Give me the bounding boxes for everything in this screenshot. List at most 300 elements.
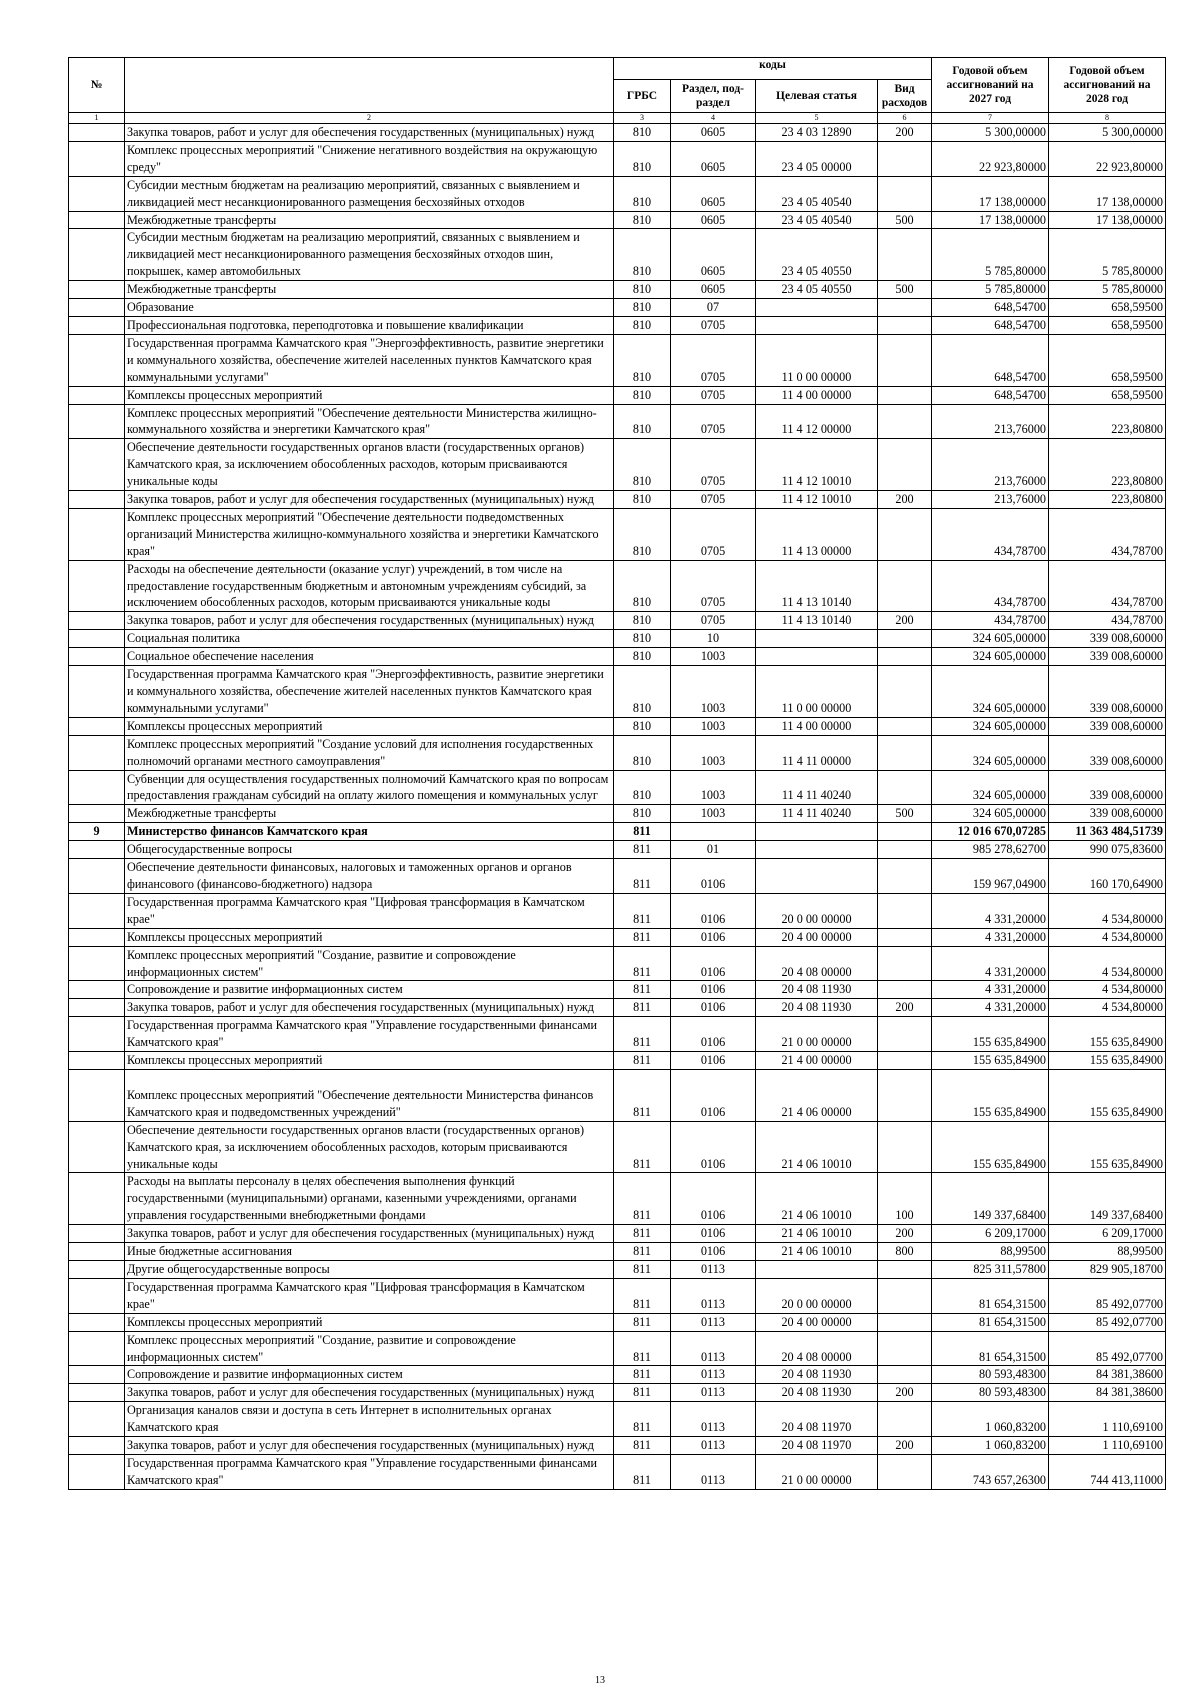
row-celevaya: 23 4 05 00000 [756, 141, 878, 176]
header-codes: коды [614, 58, 932, 80]
row-grbs: 810 [614, 439, 671, 491]
header-year-2027: Годовой объем ассигнований на 2027 год [932, 58, 1049, 113]
row-grbs: 810 [614, 770, 671, 805]
row-grbs: 811 [614, 823, 671, 841]
row-celevaya: 11 4 12 10010 [756, 491, 878, 509]
row-celevaya [756, 316, 878, 334]
row-razdel: 0106 [671, 1052, 756, 1070]
row-vid [878, 1331, 932, 1366]
row-grbs: 811 [614, 1437, 671, 1455]
row-amount-2028: 223,80800 [1049, 439, 1166, 491]
table-row [69, 841, 1166, 859]
row-razdel: 0106 [671, 928, 756, 946]
row-grbs: 811 [614, 981, 671, 999]
row-name: Межбюджетные трансферты [125, 211, 614, 229]
row-grbs: 810 [614, 508, 671, 560]
row-vid [878, 334, 932, 386]
row-name: Субвенции для осуществления государственных полномочий Камчатского края по вопросам предоставления гражданам субсидий на оплату жилого помещения и коммунальных услуг [125, 770, 614, 805]
row-amount-2028: 155 635,84900 [1049, 1121, 1166, 1173]
table-row [69, 1243, 1166, 1261]
row-grbs: 810 [614, 404, 671, 439]
row-amount-2027: 648,54700 [932, 334, 1049, 386]
row-amount-2028: 149 337,68400 [1049, 1173, 1166, 1225]
table-row [69, 981, 1166, 999]
row-celevaya [756, 823, 878, 841]
row-grbs: 811 [614, 1261, 671, 1279]
row-amount-2027: 80 593,48300 [932, 1384, 1049, 1402]
table-body [69, 124, 1166, 1490]
header-num: № [69, 58, 125, 113]
row-number [69, 841, 125, 859]
row-amount-2027: 4 331,20000 [932, 893, 1049, 928]
row-vid [878, 176, 932, 211]
row-amount-2027: 213,76000 [932, 491, 1049, 509]
row-amount-2027: 17 138,00000 [932, 211, 1049, 229]
row-amount-2027: 4 331,20000 [932, 946, 1049, 981]
row-grbs: 810 [614, 666, 671, 718]
row-vid: 200 [878, 999, 932, 1017]
table-row [69, 770, 1166, 805]
row-name: Комплекс процессных мероприятий "Создание условий для исполнения государственных полномочий органами местного самоуправления" [125, 735, 614, 770]
row-razdel: 0106 [671, 859, 756, 894]
row-celevaya: 20 4 08 11930 [756, 981, 878, 999]
row-grbs: 810 [614, 299, 671, 317]
row-vid [878, 1313, 932, 1331]
row-number [69, 1052, 125, 1070]
row-number [69, 281, 125, 299]
row-amount-2027: 985 278,62700 [932, 841, 1049, 859]
row-razdel: 0705 [671, 612, 756, 630]
header-grbs: ГРБС [614, 80, 671, 113]
row-amount-2028: 223,80800 [1049, 491, 1166, 509]
row-grbs: 811 [614, 1173, 671, 1225]
row-amount-2028: 339 008,60000 [1049, 630, 1166, 648]
row-grbs: 811 [614, 1225, 671, 1243]
row-amount-2027: 149 337,68400 [932, 1173, 1049, 1225]
row-celevaya: 21 4 06 10010 [756, 1225, 878, 1243]
row-grbs: 810 [614, 491, 671, 509]
row-amount-2027: 5 785,80000 [932, 281, 1049, 299]
table-row [69, 404, 1166, 439]
row-vid [878, 386, 932, 404]
row-number [69, 1454, 125, 1489]
row-celevaya: 20 4 08 11970 [756, 1402, 878, 1437]
row-name: Иные бюджетные ассигнования [125, 1243, 614, 1261]
row-name: Министерство финансов Камчатского края [125, 823, 614, 841]
row-number [69, 229, 125, 281]
row-celevaya: 20 4 08 11970 [756, 1437, 878, 1455]
row-vid [878, 946, 932, 981]
row-amount-2028: 434,78700 [1049, 560, 1166, 612]
row-amount-2027: 5 785,80000 [932, 229, 1049, 281]
row-grbs: 810 [614, 630, 671, 648]
row-vid [878, 893, 932, 928]
header-razdel: Раздел, под-раздел [671, 80, 756, 113]
row-razdel: 0113 [671, 1278, 756, 1313]
row-vid: 200 [878, 124, 932, 142]
row-number [69, 334, 125, 386]
row-name: Комплексы процессных мероприятий [125, 928, 614, 946]
row-razdel: 0106 [671, 1121, 756, 1173]
row-vid: 200 [878, 1437, 932, 1455]
row-razdel: 0106 [671, 1173, 756, 1225]
row-number [69, 981, 125, 999]
row-amount-2028: 658,59500 [1049, 334, 1166, 386]
row-razdel: 0705 [671, 334, 756, 386]
row-amount-2027: 81 654,31500 [932, 1278, 1049, 1313]
row-amount-2027: 159 967,04900 [932, 859, 1049, 894]
row-amount-2028: 339 008,60000 [1049, 735, 1166, 770]
row-name: Государственная программа Камчатского края "Управление государственными финансами Камчатского края" [125, 1017, 614, 1052]
row-vid [878, 1069, 932, 1121]
row-razdel: 0106 [671, 893, 756, 928]
row-celevaya: 21 4 06 10010 [756, 1173, 878, 1225]
row-vid [878, 1402, 932, 1437]
row-name: Сопровождение и развитие информационных систем [125, 981, 614, 999]
row-grbs: 811 [614, 1278, 671, 1313]
row-grbs: 810 [614, 176, 671, 211]
row-razdel: 01 [671, 841, 756, 859]
row-celevaya [756, 1261, 878, 1279]
row-amount-2028: 85 492,07700 [1049, 1313, 1166, 1331]
table-row [69, 893, 1166, 928]
table-row [69, 508, 1166, 560]
row-vid [878, 1278, 932, 1313]
row-name: Социальная политика [125, 630, 614, 648]
row-grbs: 810 [614, 124, 671, 142]
row-razdel: 0113 [671, 1384, 756, 1402]
row-name: Комплексы процессных мероприятий [125, 386, 614, 404]
row-vid [878, 928, 932, 946]
row-amount-2027: 648,54700 [932, 316, 1049, 334]
row-grbs: 811 [614, 1017, 671, 1052]
row-razdel: 0113 [671, 1313, 756, 1331]
row-name: Социальное обеспечение населения [125, 648, 614, 666]
row-vid [878, 560, 932, 612]
row-name: Комплексы процессных мероприятий [125, 1313, 614, 1331]
row-razdel: 0106 [671, 1017, 756, 1052]
row-grbs: 811 [614, 999, 671, 1017]
row-razdel: 0106 [671, 981, 756, 999]
table-row [69, 1402, 1166, 1437]
row-number [69, 1225, 125, 1243]
row-celevaya: 21 4 06 10010 [756, 1121, 878, 1173]
table-row [69, 1017, 1166, 1052]
row-name: Сопровождение и развитие информационных систем [125, 1366, 614, 1384]
row-amount-2028: 990 075,83600 [1049, 841, 1166, 859]
row-amount-2028: 11 363 484,51739 [1049, 823, 1166, 841]
row-number [69, 1366, 125, 1384]
table-row [69, 176, 1166, 211]
row-amount-2027: 155 635,84900 [932, 1069, 1049, 1121]
row-celevaya: 23 4 05 40540 [756, 176, 878, 211]
row-razdel: 0106 [671, 1243, 756, 1261]
row-amount-2028: 339 008,60000 [1049, 805, 1166, 823]
row-razdel: 0113 [671, 1366, 756, 1384]
row-razdel: 1003 [671, 648, 756, 666]
row-grbs: 811 [614, 1069, 671, 1121]
row-amount-2028: 829 905,18700 [1049, 1261, 1166, 1279]
row-number [69, 1121, 125, 1173]
row-amount-2027: 155 635,84900 [932, 1121, 1049, 1173]
row-number [69, 1017, 125, 1052]
row-grbs: 810 [614, 717, 671, 735]
row-amount-2027: 4 331,20000 [932, 928, 1049, 946]
row-vid [878, 717, 932, 735]
row-celevaya: 21 0 00 00000 [756, 1454, 878, 1489]
row-number [69, 124, 125, 142]
row-amount-2028: 434,78700 [1049, 508, 1166, 560]
row-amount-2027: 743 657,26300 [932, 1454, 1049, 1489]
row-razdel: 1003 [671, 805, 756, 823]
row-razdel: 0705 [671, 439, 756, 491]
row-celevaya: 21 4 06 00000 [756, 1069, 878, 1121]
row-grbs: 811 [614, 1366, 671, 1384]
row-razdel: 0113 [671, 1454, 756, 1489]
row-name: Закупка товаров, работ и услуг для обеспечения государственных (муниципальных) нужд [125, 612, 614, 630]
row-grbs: 810 [614, 805, 671, 823]
table-row [69, 560, 1166, 612]
row-name: Государственная программа Камчатского края "Цифровая трансформация в Камчатском крае" [125, 893, 614, 928]
header-year-2028: Годовой объем ассигнований на 2028 год [1049, 58, 1166, 113]
row-amount-2028: 4 534,80000 [1049, 893, 1166, 928]
table-row [69, 946, 1166, 981]
row-number [69, 735, 125, 770]
row-amount-2028: 4 534,80000 [1049, 981, 1166, 999]
table-row [69, 859, 1166, 894]
row-number [69, 439, 125, 491]
row-razdel: 1003 [671, 770, 756, 805]
header-vid: Вид расходов [878, 80, 932, 113]
row-number [69, 1069, 125, 1121]
row-amount-2027: 434,78700 [932, 508, 1049, 560]
row-celevaya: 20 0 00 00000 [756, 1278, 878, 1313]
row-vid [878, 770, 932, 805]
row-celevaya: 23 4 03 12890 [756, 124, 878, 142]
row-vid [878, 859, 932, 894]
row-celevaya: 11 4 12 10010 [756, 439, 878, 491]
row-amount-2027: 213,76000 [932, 439, 1049, 491]
row-vid [878, 735, 932, 770]
table-row [69, 1261, 1166, 1279]
table-row [69, 229, 1166, 281]
row-grbs: 811 [614, 1454, 671, 1489]
row-grbs: 810 [614, 735, 671, 770]
row-number [69, 1313, 125, 1331]
table-row [69, 316, 1166, 334]
table-row [69, 491, 1166, 509]
row-number [69, 928, 125, 946]
row-name: Организация каналов связи и доступа в сеть Интернет в исполнительных органах Камчатского края [125, 1402, 614, 1437]
table-row [69, 1313, 1166, 1331]
row-number [69, 717, 125, 735]
row-vid: 500 [878, 281, 932, 299]
row-celevaya: 20 4 00 00000 [756, 928, 878, 946]
row-razdel: 0106 [671, 946, 756, 981]
row-amount-2027: 4 331,20000 [932, 999, 1049, 1017]
row-vid: 200 [878, 491, 932, 509]
row-amount-2028: 84 381,38600 [1049, 1366, 1166, 1384]
row-grbs: 810 [614, 386, 671, 404]
row-vid [878, 823, 932, 841]
row-razdel: 0106 [671, 1225, 756, 1243]
row-number [69, 316, 125, 334]
row-vid [878, 981, 932, 999]
table-row [69, 211, 1166, 229]
row-name: Государственная программа Камчатского края "Цифровая трансформация в Камчатском крае" [125, 1278, 614, 1313]
table-row [69, 1384, 1166, 1402]
row-amount-2027: 6 209,17000 [932, 1225, 1049, 1243]
row-name: Закупка товаров, работ и услуг для обеспечения государственных (муниципальных) нужд [125, 491, 614, 509]
row-number [69, 1261, 125, 1279]
table-row [69, 1331, 1166, 1366]
row-celevaya: 20 4 08 11930 [756, 1366, 878, 1384]
table-row [69, 805, 1166, 823]
row-celevaya: 11 4 13 10140 [756, 612, 878, 630]
row-number [69, 176, 125, 211]
row-amount-2027: 155 635,84900 [932, 1052, 1049, 1070]
table-row [69, 299, 1166, 317]
row-amount-2027: 825 311,57800 [932, 1261, 1049, 1279]
row-amount-2028: 160 170,64900 [1049, 859, 1166, 894]
row-number [69, 560, 125, 612]
row-celevaya: 11 4 13 10140 [756, 560, 878, 612]
row-name: Обеспечение деятельности финансовых, налоговых и таможенных органов и органов финансового (финансово-бюджетного) надзора [125, 859, 614, 894]
table-row [69, 386, 1166, 404]
row-number [69, 612, 125, 630]
row-amount-2027: 324 605,00000 [932, 735, 1049, 770]
table-row [69, 281, 1166, 299]
row-amount-2028: 1 110,69100 [1049, 1402, 1166, 1437]
row-celevaya: 11 4 11 40240 [756, 770, 878, 805]
row-celevaya: 21 4 00 00000 [756, 1052, 878, 1070]
row-name: Обеспечение деятельности государственных органов власти (государственных органов) Камчатского края, за исключением обособленных расходов, которым присваиваются уникальные коды [125, 439, 614, 491]
table-row [69, 648, 1166, 666]
row-razdel: 0106 [671, 1069, 756, 1121]
row-amount-2027: 324 605,00000 [932, 770, 1049, 805]
column-index: 8 [1049, 113, 1166, 124]
row-number [69, 999, 125, 1017]
row-celevaya: 11 4 13 00000 [756, 508, 878, 560]
row-grbs: 811 [614, 859, 671, 894]
row-vid [878, 666, 932, 718]
row-razdel: 0705 [671, 386, 756, 404]
table-row [69, 1121, 1166, 1173]
column-index-row [69, 113, 1166, 124]
row-celevaya: 20 0 00 00000 [756, 893, 878, 928]
row-vid [878, 299, 932, 317]
row-amount-2028: 22 923,80000 [1049, 141, 1166, 176]
row-number [69, 491, 125, 509]
row-razdel: 0605 [671, 281, 756, 299]
table-row [69, 1052, 1166, 1070]
table-row [69, 1454, 1166, 1489]
row-celevaya: 20 4 00 00000 [756, 1313, 878, 1331]
row-celevaya: 20 4 08 11930 [756, 1384, 878, 1402]
row-celevaya: 11 4 11 40240 [756, 805, 878, 823]
table-row [69, 1173, 1166, 1225]
budget-table-page [68, 57, 1165, 1490]
row-amount-2028: 17 138,00000 [1049, 211, 1166, 229]
row-razdel: 0605 [671, 229, 756, 281]
row-amount-2028: 658,59500 [1049, 316, 1166, 334]
row-amount-2028: 5 300,00000 [1049, 124, 1166, 142]
row-name: Обеспечение деятельности государственных органов власти (государственных органов) Камчатского края, за исключением обособленных расходов, которым присваиваются уникальные коды [125, 1121, 614, 1173]
row-grbs: 811 [614, 1052, 671, 1070]
header-celevaya: Целевая статья [756, 80, 878, 113]
row-grbs: 811 [614, 946, 671, 981]
row-name: Межбюджетные трансферты [125, 805, 614, 823]
row-grbs: 810 [614, 316, 671, 334]
table-row [69, 1437, 1166, 1455]
row-amount-2027: 1 060,83200 [932, 1437, 1049, 1455]
row-amount-2027: 324 605,00000 [932, 630, 1049, 648]
row-vid [878, 404, 932, 439]
row-number [69, 630, 125, 648]
row-name: Расходы на обеспечение деятельности (оказание услуг) учреждений, в том числе на предоставление государственным бюджетным и автономным учреждениям субсидий, за исключением обособленных расходов, которым присваиваются уникальные коды [125, 560, 614, 612]
row-amount-2027: 88,99500 [932, 1243, 1049, 1261]
row-amount-2028: 339 008,60000 [1049, 666, 1166, 718]
row-amount-2028: 223,80800 [1049, 404, 1166, 439]
row-name: Комплексы процессных мероприятий [125, 1052, 614, 1070]
row-amount-2027: 22 923,80000 [932, 141, 1049, 176]
row-name: Государственная программа Камчатского края "Энергоэффективность, развитие энергетики и коммунального хозяйства, обеспечение жителей населенных пунктов Камчатского края коммунальными услугами" [125, 334, 614, 386]
row-vid [878, 1261, 932, 1279]
row-razdel: 0705 [671, 316, 756, 334]
row-amount-2028: 155 635,84900 [1049, 1069, 1166, 1121]
row-razdel: 0705 [671, 491, 756, 509]
row-amount-2028: 658,59500 [1049, 299, 1166, 317]
column-index: 6 [878, 113, 932, 124]
row-celevaya: 11 0 00 00000 [756, 334, 878, 386]
row-amount-2028: 1 110,69100 [1049, 1437, 1166, 1455]
row-vid [878, 1121, 932, 1173]
row-razdel: 0113 [671, 1402, 756, 1437]
row-number: 9 [69, 823, 125, 841]
row-celevaya: 11 4 11 00000 [756, 735, 878, 770]
row-razdel: 0106 [671, 999, 756, 1017]
row-amount-2027: 5 300,00000 [932, 124, 1049, 142]
row-razdel: 0605 [671, 141, 756, 176]
row-name: Закупка товаров, работ и услуг для обеспечения государственных (муниципальных) нужд [125, 1225, 614, 1243]
table-row [69, 823, 1166, 841]
row-amount-2028: 155 635,84900 [1049, 1052, 1166, 1070]
row-razdel: 0705 [671, 508, 756, 560]
row-name: Комплекс процессных мероприятий "Обеспечение деятельности подведомственных организаций Министерства жилищно-коммунального хозяйства и энергетики Камчатского края" [125, 508, 614, 560]
row-razdel: 0605 [671, 124, 756, 142]
column-index: 7 [932, 113, 1049, 124]
table-row [69, 1069, 1166, 1121]
row-celevaya: 11 4 00 00000 [756, 386, 878, 404]
row-amount-2028: 5 785,80000 [1049, 281, 1166, 299]
row-number [69, 770, 125, 805]
row-name: Субсидии местным бюджетам на реализацию мероприятий, связанных с выявлением и ликвидацией мест несанкционированного размещения бесхозяйных отходов [125, 176, 614, 211]
row-amount-2028: 85 492,07700 [1049, 1278, 1166, 1313]
row-amount-2028: 4 534,80000 [1049, 999, 1166, 1017]
row-celevaya: 21 4 06 10010 [756, 1243, 878, 1261]
row-number [69, 859, 125, 894]
table-row [69, 124, 1166, 142]
row-name: Комплекс процессных мероприятий "Обеспечение деятельности Министерства жилищно-коммунального хозяйства и энергетики Камчатского края" [125, 404, 614, 439]
row-amount-2027: 80 593,48300 [932, 1366, 1049, 1384]
table-row [69, 999, 1166, 1017]
row-celevaya [756, 841, 878, 859]
row-celevaya: 23 4 05 40540 [756, 211, 878, 229]
row-name: Закупка товаров, работ и услуг для обеспечения государственных (муниципальных) нужд [125, 124, 614, 142]
row-razdel: 0705 [671, 404, 756, 439]
page-number: 13 [595, 1675, 605, 1686]
row-amount-2027: 324 605,00000 [932, 648, 1049, 666]
